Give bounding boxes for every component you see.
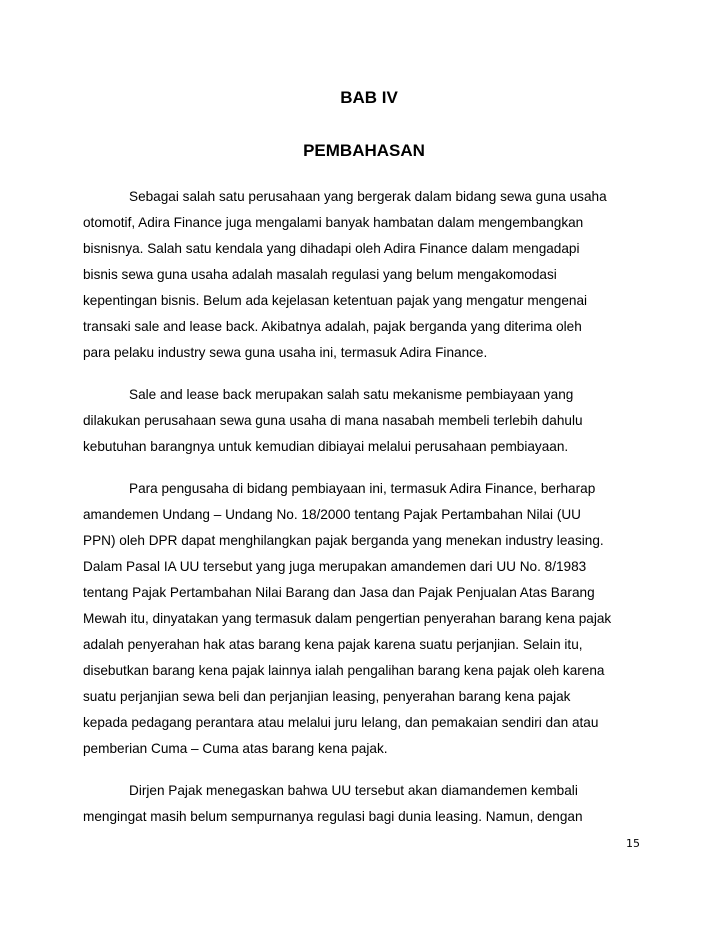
chapter-number: BAB IV bbox=[340, 88, 398, 107]
text-line: para pelaku industry sewa guna usaha ini, termasuk Adira Finance. bbox=[83, 345, 488, 360]
page-number: 15 bbox=[626, 837, 640, 850]
text-line: suatu perjanjian sewa beli dan perjanjian leasing, penyerahan barang kena pajak bbox=[83, 689, 571, 704]
text-line: Sale and lease back merupakan salah satu mekanisme pembiayaan yang bbox=[129, 387, 574, 402]
paragraph-1 bbox=[83, 184, 653, 366]
text-line: kepentingan bisnis. Belum ada kejelasan ketentuan pajak yang mengatur mengenai bbox=[83, 293, 588, 308]
body-text bbox=[83, 184, 653, 846]
text-line: tentang Pajak Pertambahan Nilai Barang dan Jasa dan Pajak Penjualan Atas Barang bbox=[83, 585, 595, 600]
text-line: Para pengusaha di bidang pembiayaan ini, termasuk Adira Finance, berharap bbox=[129, 481, 596, 496]
text-line: kebutuhan barangnya untuk kemudian dibiayai melalui perusahaan pembiayaan. bbox=[83, 439, 569, 454]
paragraph-2 bbox=[83, 382, 653, 460]
paragraph-4 bbox=[83, 778, 653, 830]
text-line: kepada pedagang perantara atau melalui juru lelang, dan pemakaian sendiri dan atau bbox=[83, 715, 599, 730]
text-line: mengingat masih belum sempurnanya regulasi bagi dunia leasing. Namun, dengan bbox=[83, 809, 583, 824]
text-line: adalah penyerahan hak atas barang kena pajak karena suatu perjanjian. Selain itu, bbox=[83, 637, 583, 652]
paragraph-3 bbox=[83, 476, 653, 762]
text-line: pemberian Cuma – Cuma atas barang kena pajak. bbox=[83, 741, 388, 756]
text-line: Dirjen Pajak menegaskan bahwa UU tersebut akan diamandemen kembali bbox=[129, 783, 578, 798]
text-line: transaki sale and lease back. Akibatnya adalah, pajak berganda yang diterima oleh bbox=[83, 319, 582, 334]
text-line: bisnis sewa guna usaha adalah masalah regulasi yang belum mengakomodasi bbox=[83, 267, 557, 282]
text-line: disebutkan barang kena pajak lainnya ialah pengalihan barang kena pajak oleh karena bbox=[83, 663, 605, 678]
text-line: dilakukan perusahaan sewa guna usaha di mana nasabah membeli terlebih dahulu bbox=[83, 413, 583, 428]
text-line: otomotif, Adira Finance juga mengalami banyak hambatan dalam mengembangkan bbox=[83, 215, 584, 230]
text-line: Mewah itu, dinyatakan yang termasuk dalam pengertian penyerahan barang kena pajak bbox=[83, 611, 612, 626]
text-line: amandemen Undang – Undang No. 18/2000 tentang Pajak Pertambahan Nilai (UU bbox=[83, 507, 581, 522]
text-line: Sebagai salah satu perusahaan yang bergerak dalam bidang sewa guna usaha bbox=[129, 189, 607, 204]
chapter-title: PEMBAHASAN bbox=[303, 141, 425, 160]
text-line: PPN) oleh DPR dapat menghilangkan pajak berganda yang menekan industry leasing. bbox=[83, 533, 604, 548]
text-line: bisnisnya. Salah satu kendala yang dihadapi oleh Adira Finance dalam mengadapi bbox=[83, 241, 580, 256]
text-line: Dalam Pasal IA UU tersebut yang juga merupakan amandemen dari UU No. 8/1983 bbox=[83, 559, 587, 574]
